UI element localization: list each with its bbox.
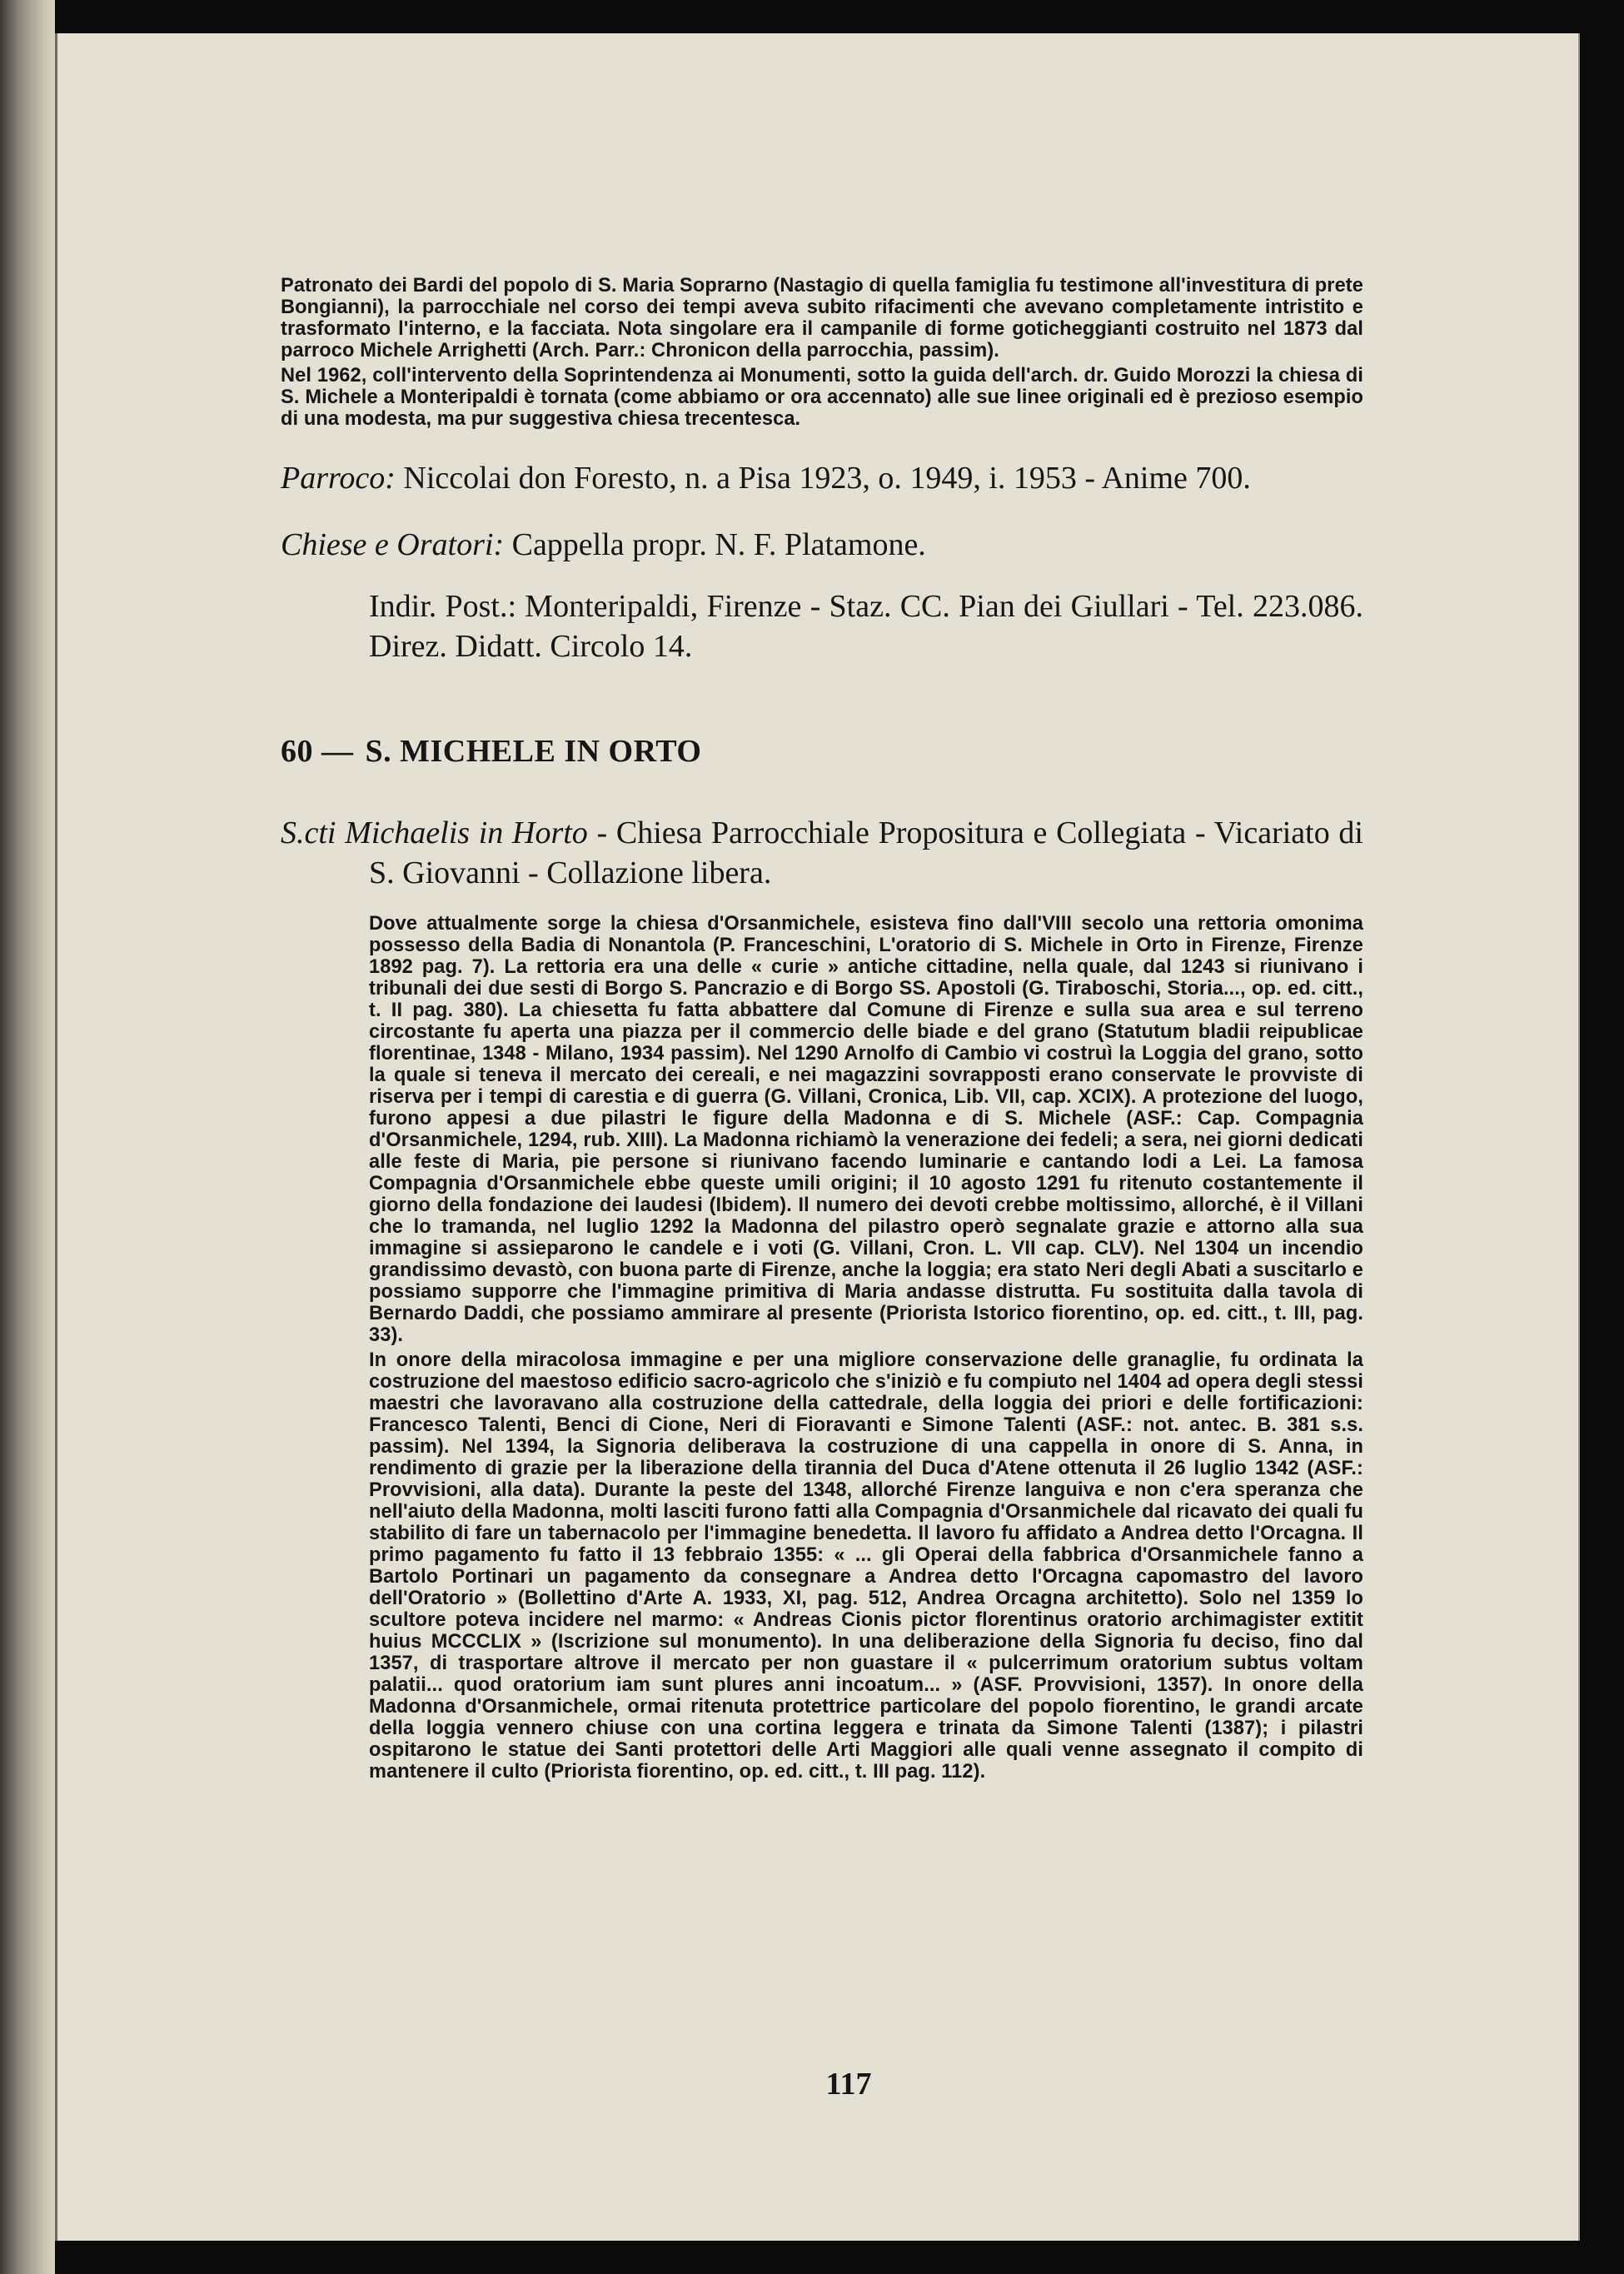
history-paragraph-2: In onore della miracolosa immagine e per una migliore conservazione delle granaglie, fu ordinata la costruzione del maestoso edificio sacro-agricolo che s'iniziò e fu compiuto nel 1404 ad opera degli stessi maestri che lavoravano alla costruzione della cattedrale, della loggia dei priori e delle fortificazioni: Francesco Talenti, Benci di Cione, Neri di Fioravanti e Simone Talenti (ASF.: not. antec. B. 381 s.s. passim). Nel 1394, la Signoria deliberava la costruzione di una cappella in onore di S. Anna, in rendimento di grazie per la liberazione della tirannia del Duca d'Atene ottenuta il 26 luglio 1342 (ASF.: Provvisioni, alla data). Durante la peste del 1348, allorché Firenze languiva e non c'era speranza che nell'aiuto della Madonna, molti lasciti furono fatti alla Compagnia d'Orsanmichele dal ricavato dei quali fu stabilito di fare un tabernacolo per l'immagine benedetta. Il lavoro fu affidato a Andrea detto l'Orcagna. Il primo pagamento fu fatto il 13 febbraio 1355: « ... gli Operai della fabbrica d'Orsanmichele fanno a Bartolo Portinari un pagamento da consegnare a Andrea detto l'Orcagna capomastro del lavoro dell'Oratorio » (Bollettino d'Arte A. 1933, XI, pag. 512, Andrea Orcagna architetto). Solo nel 1359 lo scultore poteva incidere nel marmo: « Andreas Cionis pictor florentinus oratorio archimagister extitit huius MCCCLIX » (Iscrizione sul monumento). In una deliberazione della Signoria fu deciso, fino dal 1357, di trasportare altrove il mercato per non guastare il « pulcerrimum oratorium subtus voltam palatii... quod oratorium iam sunt plures anni incoatum... » (ASF. Provvisioni, 1357). In onore della Madonna d'Orsanmichele, ormai ritenuta protettrice particolare del popolo fiorentino, le grandi arcate della loggia vennero chiuse con una cortina leggera e trinata da Simone Talenti (1387); i pilastri ospitarono le statue dei Santi protettori delle Arti Maggiori alle quali venne assegnato il compito di mantenere il culto (Priorista fiorentino, op. ed. citt., t. III pag. 112). — [369, 1349, 1363, 1783]
page-content — [281, 275, 1363, 1783]
chiese-entry — [281, 525, 1363, 565]
latin-separator: - — [587, 815, 616, 850]
book-page — [55, 33, 1580, 2241]
postal-address: Indir. Post.: Monteripaldi, Firenze - Staz. CC. Pian dei Giullari - Tel. 223.086. Direz. Didatt. Circolo 14. — [369, 589, 1363, 664]
parroco-colon: : — [385, 461, 404, 496]
section-title: S. MICHELE IN ORTO — [365, 734, 702, 769]
chiese-colon: : — [493, 527, 512, 562]
intro-paragraph-1: Patronato dei Bardi del popolo di S. Maria Soprarno (Nastagio di quella famiglia fu testimone all'investitura di prete Bongianni), la parrocchiale nel corso dei tempi aveva subito rifacimenti che avevano completamente intristito e trasformato l'interno, e la facciata. Nota singolare era il campanile di forme goticheggianti costruito nel 1873 dal parroco Michele Arrighetti (Arch. Parr.: Chronicon della parrocchia, passim). — [281, 275, 1363, 362]
parroco-text: Niccolai don Foresto, n. a Pisa 1923, o. 1949, i. 1953 - Anime 700. — [403, 461, 1251, 496]
latin-rest: Chiesa Parrocchiale Propositura e Collegiata - Vicariato di S. Giovanni - Collazione libera. — [369, 815, 1363, 890]
latin-title-entry — [281, 813, 1363, 893]
latin-name: S.cti Michaelis in Horto — [281, 815, 588, 850]
page-number: 117 — [825, 2067, 872, 2102]
left-page-edge — [0, 0, 55, 2274]
parroco-entry — [281, 458, 1363, 498]
history-text — [369, 913, 1363, 1783]
section-heading — [281, 731, 1363, 771]
chiese-text: Cappella propr. N. F. Platamone. — [511, 527, 926, 562]
section-number: 60 — — [281, 734, 354, 769]
parroco-label: Parroco — [281, 461, 386, 496]
history-paragraph-1: Dove attualmente sorge la chiesa d'Orsanmichele, esisteva fino dall'VIII secolo una rettoria omonima possesso della Badia di Nonantola (P. Franceschini, L'oratorio di S. Michele in Orto in Firenze, Firenze 1892 pag. 7). La rettoria era una delle « curie » antiche cittadine, nella quale, dal 1243 si riunivano i tribunali dei due sesti di Borgo S. Pancrazio e di Borgo SS. Apostoli (G. Tiraboschi, Storia..., op. ed. citt., t. II pag. 380). La chiesetta fu fatta abbattere dal Comune di Firenze e sulla sua area e sul terreno circostante fu aperta una piazza per il commercio delle biade e del grano (Statutum bladii reipublicae florentinae, 1348 - Milano, 1934 passim). Nel 1290 Arnolfo di Cambio vi costruì la Loggia del grano, sotto la quale si teneva il mercato dei cereali, e nei magazzini sovrapposti erano conservate le provviste di riserva per i tempi di carestia e di guerra (G. Villani, Cronica, Lib. VII, cap. XCIX). A protezione del luogo, furono appesi a due pilastri le figure della Madonna e di S. Michele (ASF.: Cap. Compagnia d'Orsanmichele, 1294, rub. XIII). La Madonna richiamò la venerazione dei fedeli; a sera, nei giorni dedicati alle feste di Maria, pie persone si riunivano facendo luminarie e cantando lodi a Lei. La famosa Compagnia d'Orsanmichele ebbe queste umili origini; il 10 agosto 1291 fu ritenuto costantemente il giorno della fondazione dei laudesi (Ibidem). Il numero dei devoti crebbe moltissimo, allorché, è il Villani che lo tramanda, nel luglio 1292 la Madonna del pilastro operò segnalate grazie e attorno alla sua immagine si assieparono le candele e i voti (G. Villani, Cron. L. VII cap. CLV). Nel 1304 un incendio grandissimo devastò, con buona parte di Firenze, anche la loggia; era stato Neri degli Abati a suscitarlo e possiamo supporre che l'immagine primitiva di Maria andasse distrutta. Fu sostituita dalla tavola di Bernardo Daddi, che possiamo ammirare al presente (Priorista Istorico fiorentino, op. ed. citt., t. III, pag. 33). — [369, 913, 1363, 1346]
chiese-label: Chiese e Oratori — [281, 527, 494, 562]
intro-paragraph-2: Nel 1962, coll'intervento della Soprintendenza ai Monumenti, sotto la guida dell'arch. dr. Guido Morozzi la chiesa di S. Michele a Monteripaldi è tornata (come abbiamo or ora accennato) alle sue linee originali ed è prezioso esempio di una modesta, ma pur suggestiva chiesa trecentesca. — [281, 365, 1363, 430]
